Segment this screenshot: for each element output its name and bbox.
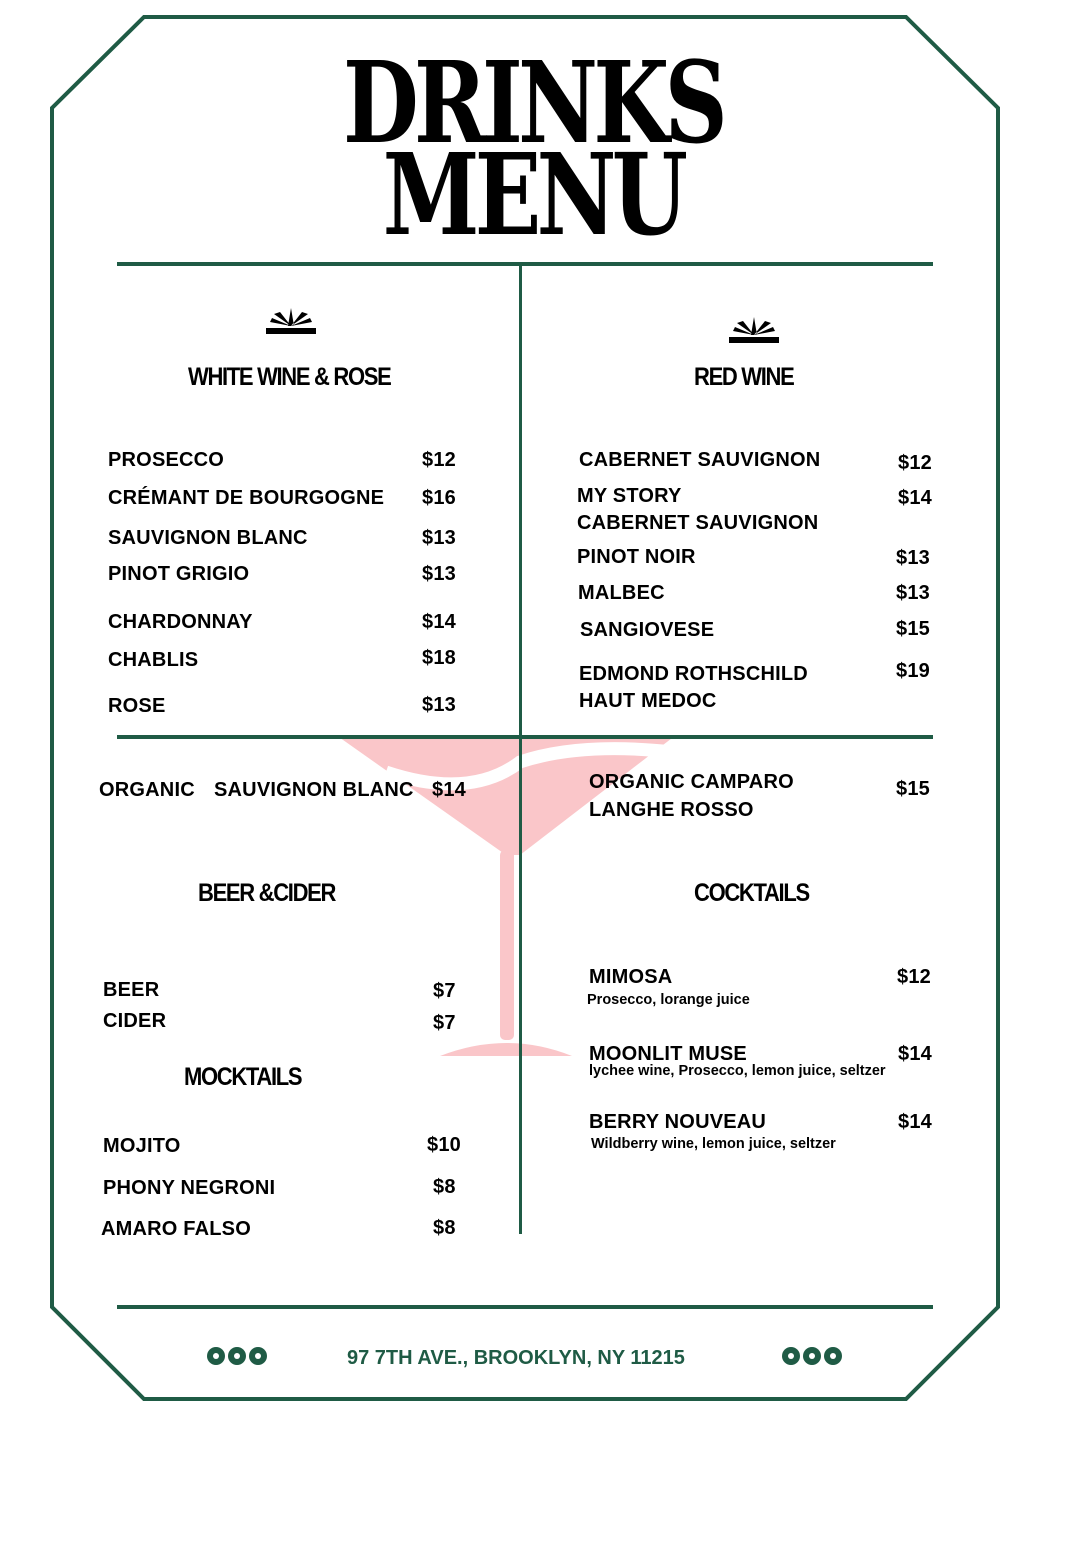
menu-item-name: MY STORY <box>577 485 682 507</box>
menu-item-name: PINOT GRIGIO <box>108 563 250 585</box>
menu-item-description: Prosecco, lorange juice <box>587 992 750 1008</box>
menu-item-price: $14 <box>422 611 456 633</box>
menu-item-name: AMARO FALSO <box>101 1218 251 1240</box>
menu-item-name: PHONY NEGRONI <box>103 1177 276 1199</box>
menu-item-name: BERRY NOUVEAU <box>589 1111 767 1133</box>
menu-item-price: $12 <box>422 449 456 471</box>
menu-item-price: $8 <box>433 1176 456 1198</box>
sun-icon <box>266 306 316 336</box>
section-mocktails: MOCKTAILS <box>184 1063 302 1091</box>
menu-title-line2: MENU <box>382 130 684 261</box>
divider-vertical <box>519 266 522 1234</box>
menu-item-name: BEER <box>103 979 160 1001</box>
menu-item-price: $7 <box>433 980 456 1002</box>
menu-item-price: $16 <box>422 487 456 509</box>
organic-label: ORGANIC <box>99 779 195 801</box>
section-white-wine: WHITE WINE & ROSE <box>188 363 391 391</box>
menu-item-price: $13 <box>896 547 930 569</box>
menu-item-price: $14 <box>898 1043 932 1065</box>
menu-item-price: $14 <box>432 779 466 801</box>
menu-item-price: $13 <box>896 582 930 604</box>
menu-item-name: CHARDONNAY <box>108 611 253 633</box>
menu-item-name: PINOT NOIR <box>577 546 696 568</box>
menu-item-price: $13 <box>422 563 456 585</box>
divider-top <box>117 262 933 266</box>
menu-item-name: CHABLIS <box>108 649 199 671</box>
menu-item-price: $13 <box>422 527 456 549</box>
menu-item-name: SANGIOVESE <box>580 619 715 641</box>
section-cocktails: COCKTAILS <box>694 879 809 907</box>
menu-item-name: CABERNET SAUVIGNON <box>577 512 819 534</box>
menu-item-price: $7 <box>433 1012 456 1034</box>
menu-item-price: $13 <box>422 694 456 716</box>
menu-item-price: $15 <box>896 618 930 640</box>
menu-item-description: lychee wine, Prosecco, lemon juice, seltzer <box>589 1063 886 1079</box>
menu-item-name: ORGANIC CAMPARO <box>589 771 794 793</box>
menu-item-name: SAUVIGNON BLANC <box>108 527 308 549</box>
menu-item-name: EDMOND ROTHSCHILD <box>579 663 808 685</box>
divider-middle <box>117 735 933 739</box>
menu-item-price: $12 <box>897 966 931 988</box>
divider-bottom <box>117 1305 933 1309</box>
footer-address: 97 7TH AVE., BROOKLYN, NY 11215 <box>347 1347 685 1369</box>
menu-item-price: $14 <box>898 487 932 509</box>
menu-item-price: $14 <box>898 1111 932 1133</box>
menu-item-name: CRÉMANT DE BOURGOGNE <box>108 487 385 509</box>
menu-title-line1: DRINKS <box>342 38 724 169</box>
menu-item-name: MOJITO <box>103 1135 181 1157</box>
menu-item-price: $15 <box>896 778 930 800</box>
menu-item-name: SAUVIGNON BLANC <box>214 779 414 801</box>
menu-item-price: $18 <box>422 647 456 669</box>
flower-cluster-icon <box>206 1345 268 1367</box>
menu-item-name: PROSECCO <box>108 449 225 471</box>
menu-item-price: $12 <box>898 452 932 474</box>
menu-item-name: LANGHE ROSSO <box>589 799 754 821</box>
menu-item-name: MALBEC <box>578 582 665 604</box>
menu-item-price: $10 <box>427 1134 461 1156</box>
flower-cluster-icon <box>781 1345 843 1367</box>
section-red-wine: RED WINE <box>694 363 794 391</box>
section-beer-cider: BEER &CIDER <box>198 879 336 907</box>
menu-item-name: HAUT MEDOC <box>579 690 717 712</box>
menu-item-price: $8 <box>433 1217 456 1239</box>
menu-item-name: MOONLIT MUSE <box>589 1043 747 1065</box>
menu-item-name: MIMOSA <box>589 966 673 988</box>
sun-icon <box>729 315 779 345</box>
menu-item-name: CABERNET SAUVIGNON <box>579 449 821 471</box>
menu-item-description: Wildberry wine, lemon juice, seltzer <box>591 1136 836 1152</box>
menu-item-name: ROSE <box>108 695 166 717</box>
menu-item-price: $19 <box>896 660 930 682</box>
menu-item-name: CIDER <box>103 1010 167 1032</box>
